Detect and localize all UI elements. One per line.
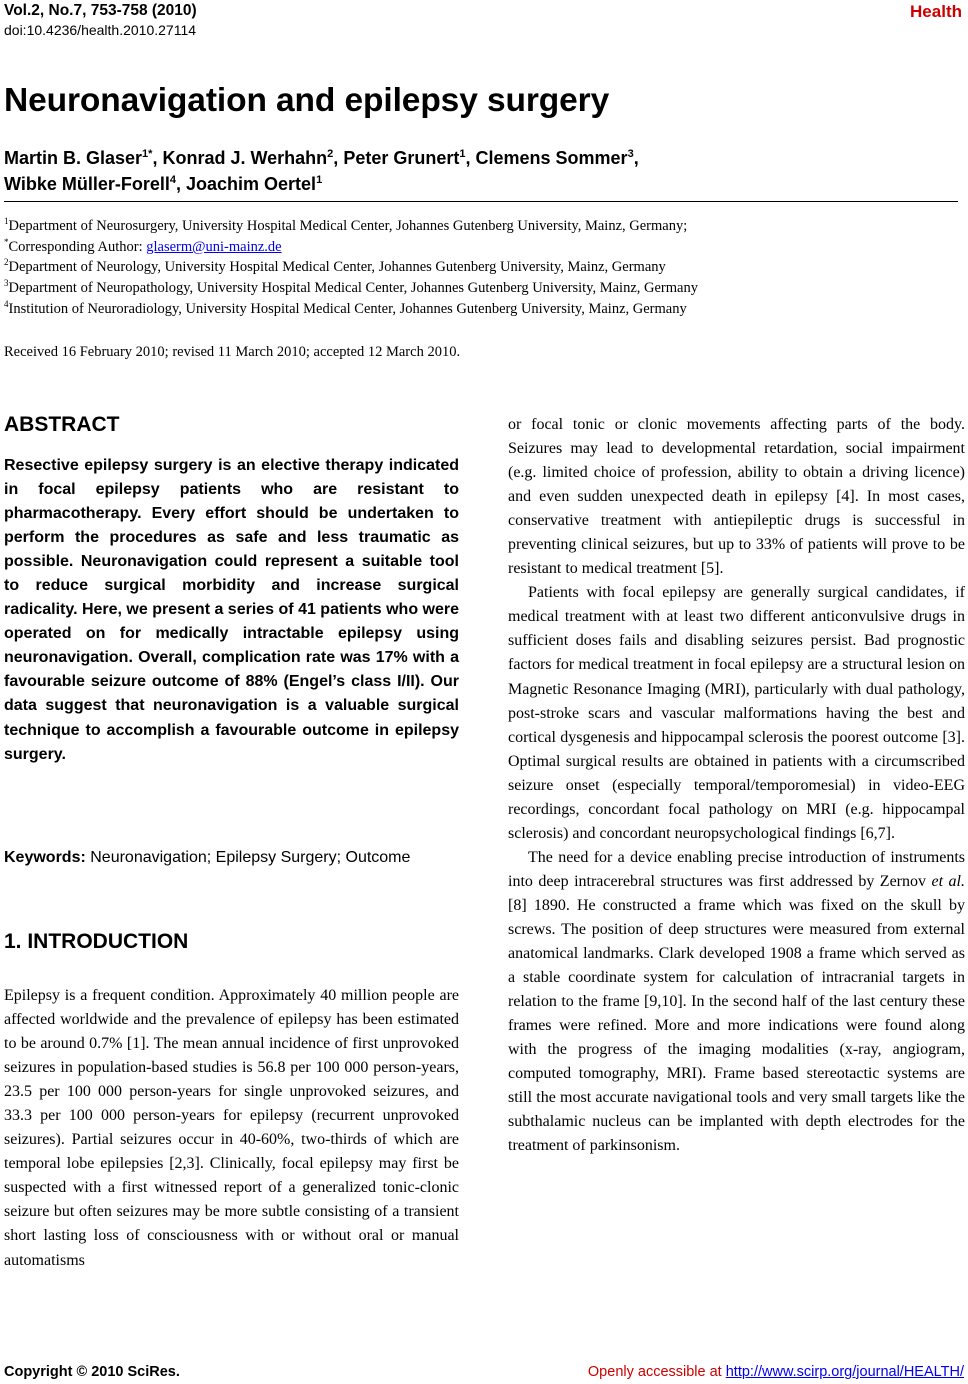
affiliation-mark: 4: [4, 298, 9, 309]
author-name: Peter Grunert: [343, 148, 460, 168]
open-access-label: Openly accessible at: [587, 1364, 726, 1380]
author-affiliation-mark: 1*: [142, 148, 153, 160]
author-name: Clemens Sommer: [475, 148, 628, 168]
open-access-notice: [588, 1364, 964, 1380]
paragraph-text-italic: et al.: [931, 872, 965, 890]
author-affiliation-mark: 4: [169, 174, 176, 186]
corresponding-author-label: Corresponding Author:: [8, 238, 147, 255]
affiliation-list: [4, 216, 954, 320]
header-divider: [4, 201, 958, 202]
abstract-body: Resective epilepsy surgery is an elective therapy indicated in focal epilepsy patients who are resistant to pharmacotherapy. Every effort should be undertaken to perform the procedures as safe and less traumatic as possible. Neuronavigation could represent a suitable tool to reduce surgical morbidity and increase surgical radicality. Here, we present a series of 41 patients who were operated on for medically intractable epilepsy using neuronavigation. Overall, complication rate was 17% with a favourable seizure outcome of 88% (Engel’s class I/II). Our data suggest that neuronavigation is a valuable surgical technique to accomplish a favourable outcome in epilepsy surgery.: [4, 457, 459, 763]
doi: doi:10.4236/health.2010.27114: [4, 22, 197, 38]
email-link[interactable]: glaserm@uni-mainz.de: [146, 238, 282, 255]
affiliation-mark: 2: [4, 257, 9, 268]
paper-title: Neuronavigation and epilepsy surgery: [4, 82, 610, 119]
author-separator: ,: [175, 174, 186, 194]
introduction-paragraph: [508, 846, 965, 1159]
author-separator: ,: [152, 148, 163, 168]
received-dates: Received 16 February 2010; revised 11 March 2010; accepted 12 March 2010.: [4, 344, 461, 360]
affiliation-text: Department of Neurology, University Hospital Medical Center, Johannes Gutenberg University, Mainz, Germany: [8, 259, 666, 276]
introduction-heading: 1. INTRODUCTION: [4, 930, 189, 953]
keywords: [4, 846, 459, 870]
corresponding-author: [4, 237, 954, 258]
keywords-text: Neuronavigation; Epilepsy Surgery; Outcome: [85, 849, 411, 866]
affiliation-mark: 3: [4, 278, 9, 289]
paragraph-text: [8] 1890. He constructed a frame which was fixed on the skull by screws. The position of deep structures were measured from external anatomical landmarks. Clark developed 1908 a frame which served as a stable coordinate system for calculation of intracranial targets in relation to the frame [9,10]. In the second half of the last century these frames were refined. More and more indications were found along with the progress of the imaging modalities (x-ray, angiogram, computed tomography, MRI). Frame based stereotactic systems are still the most accurate navigational tools and very small targets like the subthalamic nucleus can be implanted with depth electrodes for the treatment of parkinsonism.: [508, 896, 965, 1155]
journal-name: Health: [910, 2, 962, 21]
author-affiliation-mark: 3: [627, 148, 634, 160]
abstract-heading: ABSTRACT: [4, 413, 120, 436]
introduction-paragraph: Patients with focal epilepsy are generally surgical candidates, if medical treatment with at least two different anticonvulsive drugs in sufficient doses fails and disabling seizures persist. Bad prognostic factors for medical treatment in focal epilepsy are a structural lesion on Magnetic Resonance Imaging (MRI), particularly with dual pathology, post-stroke scars and vascular malformations having the best and cortical dysgenesis and hippocampal sclerosis the poorest outcome [3]. Optimal surgical results are obtained in patients with a circumscribed seizure onset (especially temporal/temporomesial) in video-EEG recordings, concordant focal pathology on MRI (e.g. hippocampal sclerosis) and concordant neuropsychological findings [6,7].: [508, 584, 965, 842]
keywords-label: Keywords:: [4, 849, 86, 866]
author-separator: ,: [465, 148, 476, 168]
author-name: Wibke Müller-Forell: [4, 174, 170, 194]
author-list: [4, 145, 934, 197]
author-affiliation-mark: 1: [316, 174, 323, 186]
author-affiliation-mark: 2: [327, 148, 334, 160]
author-name: Konrad J. Werhahn: [162, 148, 328, 168]
right-column: [508, 413, 965, 1158]
copyright-notice: Copyright © 2010 SciRes.: [4, 1364, 180, 1380]
author-name: Martin B. Glaser: [4, 148, 143, 168]
affiliation-item: [4, 216, 954, 237]
introduction-paragraph-continued: or focal tonic or clonic movements affecting parts of the body. Seizures may lead to developmental retardation, social impairment (e.g. limited choice of profession, ability to obtain a driving licence) and even sudden unexpected death in epilepsy [4]. In most cases, conservative treatment with antiepileptic drugs is successful in preventing clinical seizures, but up to 33% of patients will prove to be resistant to medical treatment [5].: [508, 416, 965, 578]
author-separator: ,: [333, 148, 344, 168]
affiliation-item: [4, 299, 954, 320]
author-name: Joachim Oertel: [186, 174, 317, 194]
author-affiliation-mark: 1: [459, 148, 466, 160]
introduction-paragraph: Epilepsy is a frequent condition. Approximately 40 million people are affected worldwide and the prevalence of epilepsy has been estimated to be around 0.7% [1]. The mean annual incidence of first unprovoked seizures in population-based studies is 56.8 per 100 000 person-years, 23.5 per 100 000 person-years for single unprovoked seizures, and 33.3 per 100 000 person-years for epilepsy (recurrent unprovoked seizures). Partial seizures occur in 40-60%, two-thirds of which are temporal lobe epilepsies [2,3]. Clinically, focal epilepsy may first be suspected with a first witnessed report of a generalized tonic-clonic seizure but often seizures may be more subtle consisting of a transient short lasting loss of consciousness with or without oral or manual automatisms: [4, 987, 459, 1269]
affiliation-mark: 1: [4, 216, 9, 227]
affiliation-text: Department of Neurosurgery, University Hospital Medical Center, Johannes Gutenberg University, Mainz, Germany;: [8, 218, 688, 234]
affiliation-item: [4, 278, 954, 299]
author-separator: ,: [633, 148, 639, 168]
journal-url-link[interactable]: http://www.scirp.org/journal/HEALTH/: [725, 1364, 964, 1380]
affiliation-text: Department of Neuropathology, University Hospital Medical Center, Johannes Gutenberg University, Mainz, Germany: [8, 280, 698, 297]
paragraph-text: The need for a device enabling precise introduction of instruments into deep intracerebral structures was first addressed by Zernov: [508, 848, 965, 890]
journal-volume: Vol.2, No.7, 753-758 (2010): [4, 2, 197, 19]
affiliation-mark: *: [4, 236, 9, 247]
affiliation-text: Institution of Neuroradiology, University Hospital Medical Center, Johannes Gutenberg University, Mainz, Germany: [8, 300, 687, 317]
affiliation-item: [4, 257, 954, 278]
